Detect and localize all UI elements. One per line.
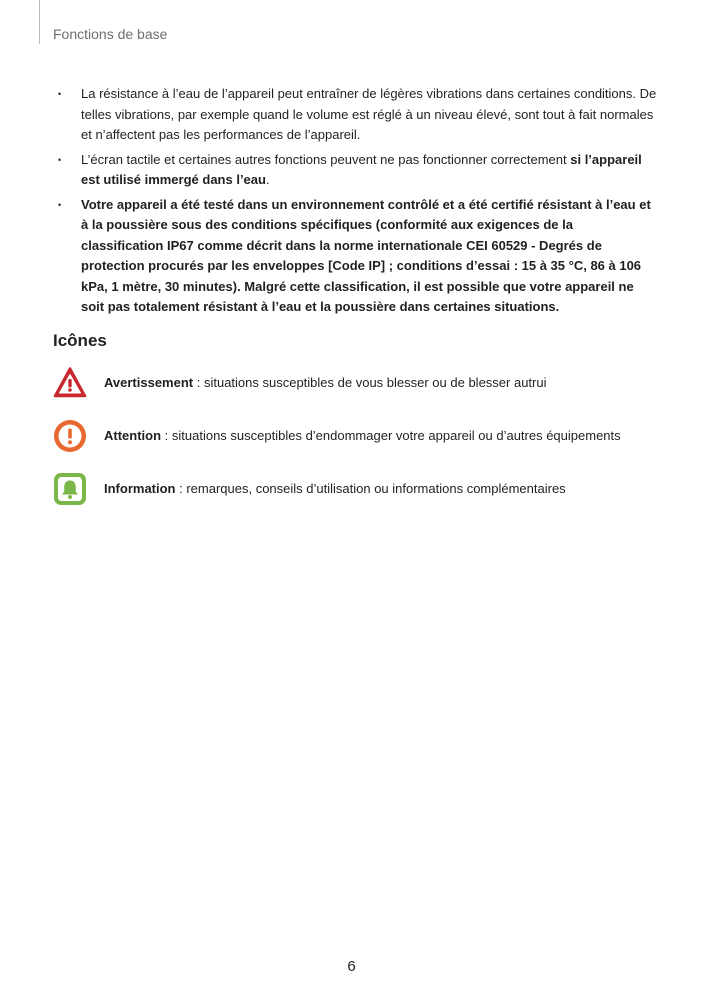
bullet-list (58, 84, 658, 322)
icon-description (104, 374, 547, 392)
bullet-item (58, 84, 658, 146)
header-title: Fonctions de base (53, 26, 168, 42)
bullet-bold-text: Votre appareil a été testé dans un environnement contrôlé et a été certifié résistant à l’eau et à la poussière sous des conditions spécifiques (conformité aux exigences de la classification IP67 comme décrit dans la norme internationale CEI 60529 - Degrés de protection procurés par les enveloppes [Code IP] ; conditions d’essai : 15 à 35 °C, 86 à 106 kPa, 1 mètre, 30 minutes). Malgré cette classification, il est possible que votre appareil ne soit pas totalement résistant à l’eau et la poussière dans certaines situations. (81, 196, 651, 314)
icon-label: Avertissement (104, 375, 194, 390)
icon-desc: : situations susceptibles de vous blesser ou de blesser autrui (193, 375, 547, 390)
bullet-tail: . (265, 172, 270, 187)
bullet-bold-text: si l’appareil est utilisé immergé dans l’eau (81, 151, 642, 187)
icon-row-warning (53, 366, 673, 400)
page-number: 6 (347, 958, 356, 975)
icon-row-information (53, 472, 673, 506)
icon-desc: : remarques, conseils d’utilisation ou informations complémentaires (175, 481, 566, 496)
section-title: Icônes (53, 331, 107, 350)
icon-desc: : situations susceptibles d’endommager votre appareil ou d’autres équipements (161, 428, 621, 443)
icon-description (104, 480, 566, 498)
bullet-item (58, 150, 658, 191)
icon-description (104, 427, 621, 445)
icon-row-caution (53, 419, 673, 453)
bullet-text: L’écran tactile et certaines autres fonctions peuvent ne pas fonctionner correctement (81, 151, 571, 167)
bullet-text: La résistance à l’eau de l’appareil peut entraîner de légères vibrations dans certaines conditions. De telles vibrations, par exemple quand le volume est réglé à un niveau élevé, sont tout à fait normales et n’affectent pas les performances de l’appareil. (81, 86, 657, 142)
bell-icon (53, 472, 87, 506)
caution-circle-icon (53, 419, 87, 453)
icon-label: Attention (104, 428, 162, 443)
bullet-item (58, 195, 658, 318)
header-rule (39, 0, 40, 44)
warning-triangle-icon (53, 366, 87, 400)
icon-label: Information (104, 481, 176, 496)
